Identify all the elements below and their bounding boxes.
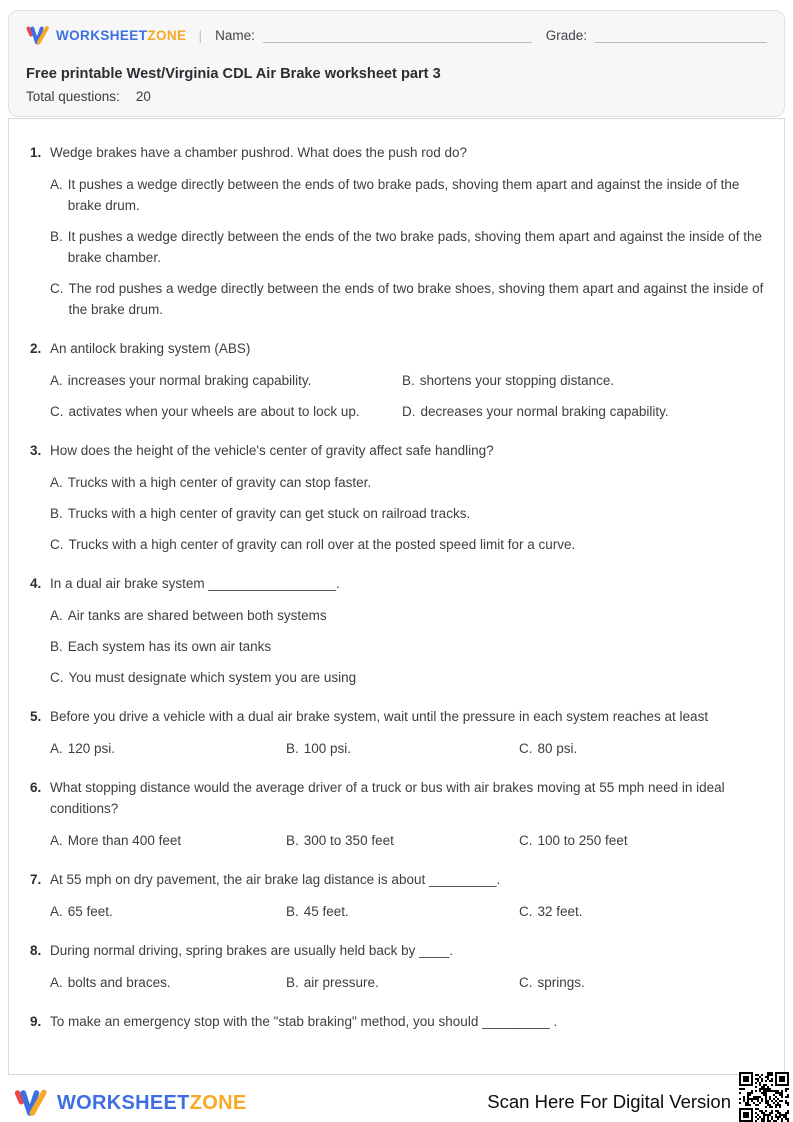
options (50, 370, 764, 422)
question-body (50, 1011, 764, 1032)
options (50, 605, 764, 688)
option (519, 830, 764, 851)
option-text: activates when your wheels are about to lock up. (68, 404, 360, 419)
scan-here-text: Scan Here For Digital Version (487, 1091, 731, 1112)
option-text: You must designate which system you are using (68, 670, 357, 685)
header-card (8, 10, 785, 117)
option-label: A. (50, 904, 63, 919)
option-label: C. (519, 975, 533, 990)
question-list (30, 142, 764, 1032)
question-body (50, 777, 764, 851)
option-label: C. (50, 537, 64, 552)
option-label: C. (519, 904, 533, 919)
option (50, 278, 764, 320)
option (50, 503, 764, 524)
question (30, 777, 764, 851)
option-label: B. (286, 833, 299, 848)
option-text: shortens your stopping distance. (419, 373, 615, 388)
option-label: C. (519, 833, 533, 848)
option (402, 370, 764, 391)
question-text: During normal driving, spring brakes are usually held back by ____. (50, 943, 453, 958)
question-number: 6. (30, 780, 42, 795)
option-text: More than 400 feet (67, 833, 182, 848)
logo-word-zone: ZONE (147, 27, 187, 43)
option (50, 370, 402, 391)
option (50, 472, 764, 493)
question-body (50, 142, 764, 320)
footer-logo (14, 1088, 246, 1118)
option-text: Each system has its own air tanks (67, 639, 272, 654)
option (50, 901, 286, 922)
question-text: In a dual air brake system _________________. (50, 576, 340, 591)
option-label: B. (402, 373, 415, 388)
question-number: 9. (30, 1014, 42, 1029)
option-text: springs. (537, 975, 585, 990)
option-text: It pushes a wedge directly between the ends of two brake pads, shoving them apart and against the inside of the brake drum. (67, 177, 740, 213)
question-number: 1. (30, 145, 42, 160)
options (50, 174, 764, 320)
question-text: An antilock braking system (ABS) (50, 341, 251, 356)
logo-word-worksheet: WORKSHEET (56, 27, 148, 43)
option-label: D. (402, 404, 416, 419)
option-label: A. (50, 177, 63, 192)
header-separator: | (198, 27, 203, 43)
option-text: 32 feet. (537, 904, 583, 919)
grade-label: Grade: (545, 27, 587, 43)
option-label: A. (50, 833, 63, 848)
option-text: Air tanks are shared between both systems (67, 608, 327, 623)
option (286, 972, 519, 993)
question (30, 142, 764, 320)
option-text: Trucks with a high center of gravity can roll over at the posted speed limit for a curve. (68, 537, 576, 552)
question-text: To make an emergency stop with the "stab braking" method, you should _________ . (50, 1014, 558, 1029)
option (286, 830, 519, 851)
question-text: How does the height of the vehicle's center of gravity affect safe handling? (50, 443, 494, 458)
option-label: B. (286, 741, 299, 756)
question (30, 338, 764, 422)
option-text: 65 feet. (67, 904, 113, 919)
options (50, 901, 764, 922)
option-text: air pressure. (303, 975, 379, 990)
option-text: 80 psi. (537, 741, 578, 756)
question (30, 573, 764, 688)
option-label: B. (50, 639, 63, 654)
question-body (50, 573, 764, 688)
option (50, 174, 764, 216)
question-text: Before you drive a vehicle with a dual air brake system, wait until the pressure in each system reaches at least (50, 709, 709, 724)
option-label: C. (519, 741, 533, 756)
option-text: bolts and braces. (67, 975, 171, 990)
header-row (26, 24, 767, 46)
option-text: increases your normal braking capability. (67, 373, 312, 388)
question-number: 7. (30, 872, 42, 887)
logo-word-zone: ZONE (189, 1091, 247, 1114)
question-body (50, 706, 764, 759)
option (286, 738, 519, 759)
question-text: Wedge brakes have a chamber pushrod. What does the push rod do? (50, 145, 468, 160)
options (50, 472, 764, 555)
option (519, 738, 764, 759)
option (50, 605, 764, 626)
worksheetzone-logo (26, 25, 186, 46)
option (519, 901, 764, 922)
name-label: Name: (215, 27, 255, 43)
option (286, 901, 519, 922)
name-blank-line (263, 28, 532, 43)
option-label: B. (286, 904, 299, 919)
question-number: 8. (30, 943, 42, 958)
option-text: Trucks with a high center of gravity can get stuck on railroad tracks. (67, 506, 471, 521)
option-text: decreases your normal braking capability. (420, 404, 669, 419)
option-text: Trucks with a high center of gravity can stop faster. (67, 475, 372, 490)
option (50, 636, 764, 657)
logo-wordmark (56, 28, 186, 43)
qr-code (737, 1072, 791, 1122)
logo-word-worksheet: WORKSHEET (57, 1091, 190, 1114)
option-label: B. (50, 229, 63, 244)
question-text: At 55 mph on dry pavement, the air brake lag distance is about _________. (50, 872, 501, 887)
option (50, 972, 286, 993)
question (30, 1011, 764, 1032)
question-body (50, 869, 764, 922)
worksheetzone-logo-icon (14, 1088, 50, 1118)
question-body (50, 940, 764, 993)
question (30, 706, 764, 759)
option (519, 972, 764, 993)
option (50, 401, 402, 422)
logo-wordmark (57, 1092, 246, 1115)
option-text: It pushes a wedge directly between the ends of the two brake pads, shoving them apart and against the inside of the brake chamber. (67, 229, 762, 265)
question (30, 440, 764, 555)
option (50, 226, 764, 268)
page-title: Free printable West/Virginia CDL Air Brake worksheet part 3 (26, 66, 441, 82)
option-text: The rod pushes a wedge directly between the ends of two brake shoes, shoving them apart and against the inside of the brake drum. (68, 281, 764, 317)
options (50, 738, 764, 759)
worksheetzone-logo-icon (26, 25, 51, 46)
total-questions (26, 89, 767, 104)
question-body (50, 440, 764, 555)
question-text: What stopping distance would the average driver of a truck or bus with air brakes moving at 55 mph need in ideal conditions? (50, 780, 725, 816)
option (402, 401, 764, 422)
option (50, 830, 286, 851)
question-number: 3. (30, 443, 42, 458)
grade-blank-line (595, 28, 767, 43)
question (30, 940, 764, 993)
option-label: B. (50, 506, 63, 521)
question (30, 869, 764, 922)
option-text: 45 feet. (303, 904, 349, 919)
question-number: 2. (30, 341, 42, 356)
option-text: 300 to 350 feet (303, 833, 394, 848)
options (50, 972, 764, 993)
option-label: B. (286, 975, 299, 990)
option-label: A. (50, 475, 63, 490)
total-questions-value: 20 (135, 89, 151, 104)
option-text: 100 psi. (303, 741, 352, 756)
question-body (50, 338, 764, 422)
question-number: 5. (30, 709, 42, 724)
option-label: A. (50, 373, 63, 388)
option-label: A. (50, 608, 63, 623)
option-text: 100 to 250 feet (537, 833, 628, 848)
option (50, 534, 764, 555)
option-label: C. (50, 670, 64, 685)
option (50, 667, 764, 688)
question-number: 4. (30, 576, 42, 591)
questions-panel (8, 118, 785, 1075)
option-label: C. (50, 281, 64, 296)
option-label: A. (50, 741, 63, 756)
option (50, 738, 286, 759)
options (50, 830, 764, 851)
option-text: 120 psi. (67, 741, 116, 756)
option-label: C. (50, 404, 64, 419)
option-label: A. (50, 975, 63, 990)
total-questions-label: Total questions: (26, 89, 120, 104)
